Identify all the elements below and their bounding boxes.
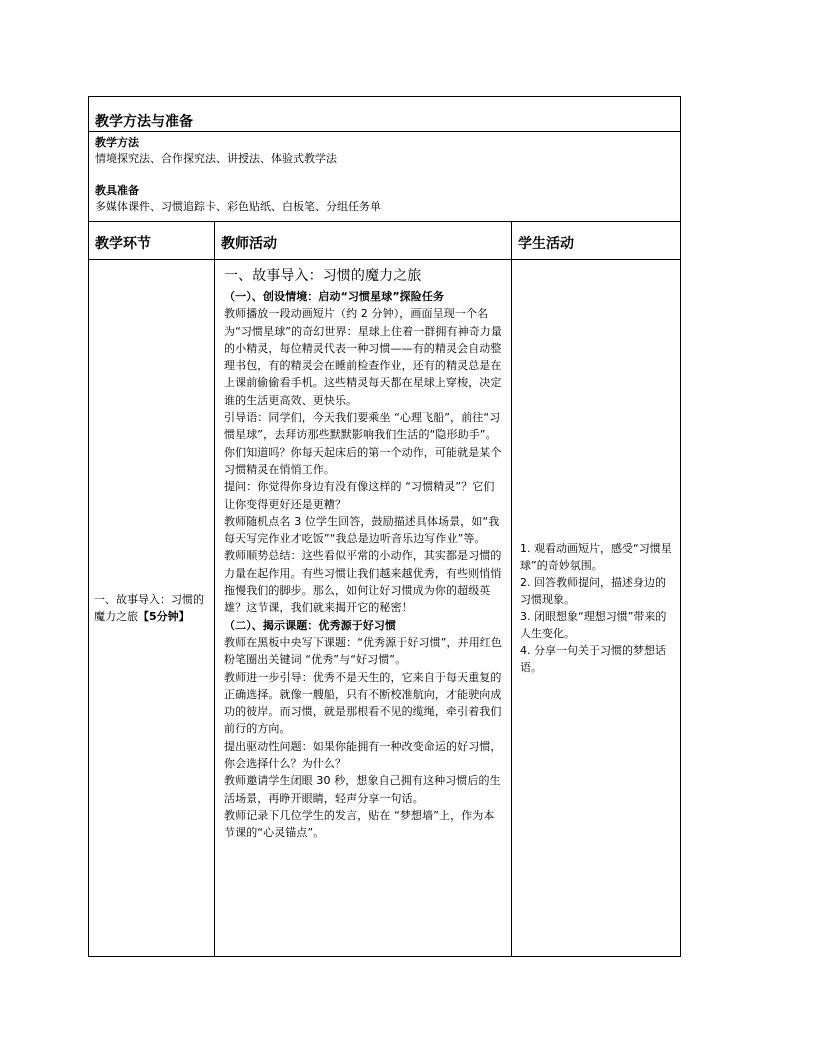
- table-row: [89, 260, 681, 957]
- teacher-paragraph: 提问：你觉得你身边有没有像这样的 “习惯精灵”？它们让你变得更好还是更糟？: [224, 480, 495, 511]
- header-stage: 教学环节: [89, 222, 215, 260]
- teacher-paragraph: 教师顺势总结：这些看似平常的小动作，其实都是习惯的力量在起作用。有些习惯让我们越来越优秀，有些则悄悄拖慢我们的脚步。那么，如何让好习惯成为你的超级英雄？这节课，我们就来揭开它的秘密！: [224, 549, 502, 615]
- teacher-activity-cell: [215, 260, 512, 957]
- methods-text: 情境探究法、合作探究法、讲授法、体验式教学法: [95, 152, 337, 165]
- materials-label: 教具准备: [95, 184, 139, 197]
- teacher-paragraph: 教师在黑板中央写下课题：“优秀源于好习惯”，并用红色粉笔圈出关键词 “优秀”与“好习惯”。: [224, 635, 502, 667]
- methods-prep-section: [89, 97, 681, 222]
- student-activity-item: 2. 回答教师提问，描述身边的习惯现象。: [520, 576, 666, 606]
- stage-name: 一、故事导入：习惯的魔力之旅: [94, 593, 204, 623]
- student-activity-item: 4. 分享一句关于习惯的梦想话语。: [520, 644, 666, 674]
- header-teacher: 教师活动: [215, 222, 512, 260]
- teacher-paragraph: 教师邀请学生闭眼 30 秒，想象自己拥有这种习惯后的生活场景，再睁开眼睛，轻声分享一句话。: [224, 774, 501, 805]
- teacher-paragraph: 引导语：同学们，今天我们要乘坐 “心理飞船”，前往“习惯星球”，去拜访那些默默影响我们生活的“隐形助手”。你们知道吗？你每天起床后的第一个动作，可能就是某个习惯精灵在悄悄工作。: [224, 411, 502, 476]
- teacher-paragraph: 教师随机点名 3 位学生回答，鼓励描述具体场景，如“我每天写完作业才吃饭”“我总是边听音乐边写作业”等。: [224, 514, 500, 546]
- teacher-subheading-2: （二）、揭示课题：优秀源于好习惯: [224, 618, 397, 632]
- stage-cell: [89, 260, 215, 957]
- student-activity-item: 1. 观看动画短片，感受“习惯星球”的奇妙氛围。: [520, 542, 672, 572]
- teacher-paragraph: 教师记录下几位学生的发言，贴在 “梦想墙”上，作为本节课的“心灵锚点”。: [224, 808, 495, 840]
- teacher-heading: 一、故事导入：习惯的魔力之旅: [224, 268, 422, 284]
- teacher-paragraph: 教师进一步引导：优秀不是天生的，它来自于每天重复的正确选择。就像一艘船，只有不断校准航向，才能驶向成功的彼岸。而习惯，就是那根看不见的缆绳，牵引着我们前行的方向。: [224, 670, 502, 736]
- lesson-plan-table: [88, 96, 681, 957]
- teacher-paragraph: 提出驱动性问题：如果你能拥有一种改变命运的好习惯，你会选择什么？为什么？: [224, 739, 502, 771]
- table-header-row: [89, 222, 681, 260]
- student-activity-item: 3. 闭眼想象“理想习惯”带来的人生变化。: [520, 610, 667, 640]
- section-title: 教学方法与准备: [89, 97, 680, 132]
- teacher-paragraph: 教师播放一段动画短片（约 2 分钟），画面呈现一个名为“习惯星球”的奇幻世界：星球上住着一群拥有神奇力量的小精灵，每位精灵代表一种习惯——有的精灵会自动整理书包，有的精灵会在睡前检查作业，还有的精灵总是在上课前偷偷看手机。这些精灵每天都在星球上穿梭，决定谁的生活更高效、更快乐。: [224, 307, 502, 407]
- teacher-subheading-1: （一）、创设情境：启动“习惯星球”探险任务: [224, 290, 445, 303]
- methods-label: 教学方法: [95, 136, 139, 149]
- lesson-plan-document: [88, 96, 680, 957]
- stage-duration: 【5分钟】: [138, 610, 190, 623]
- student-activity-cell: [512, 260, 681, 957]
- materials-text: 多媒体课件、习惯追踪卡、彩色贴纸、白板笔、分组任务单: [95, 200, 381, 213]
- header-student: 学生活动: [512, 222, 681, 260]
